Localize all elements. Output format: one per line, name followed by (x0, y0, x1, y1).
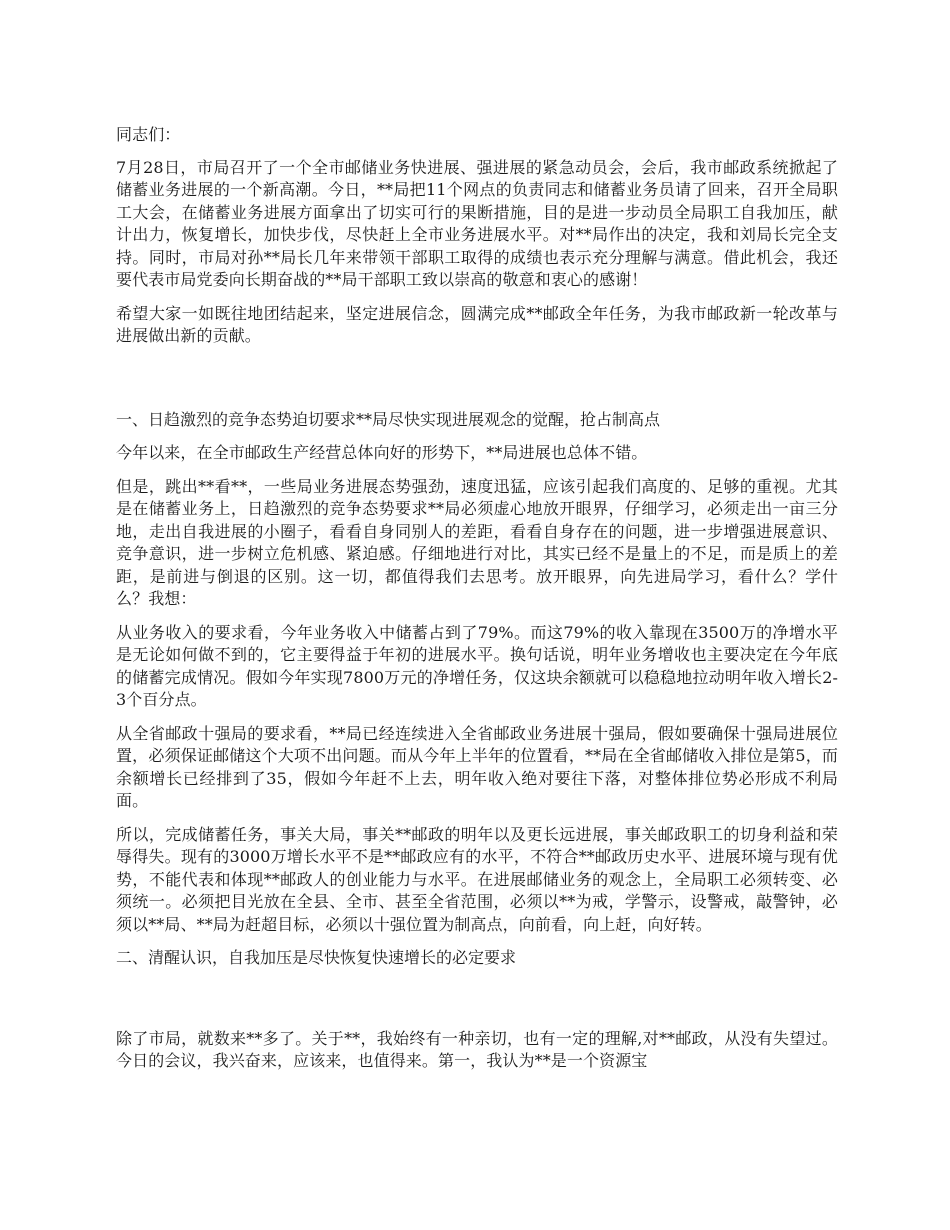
body-paragraph: 所以，完成储蓄任务，事关大局，事关**邮政的明年以及更长远进展，事关邮政职工的切身利益和荣辱得失。现有的3000万增长水平不是**邮政应有的水平，不符合**邮政历史水平、进展环境与现有优势，不能代表和体现**邮政人的创业能力与水平。在进展邮储业务的观念上，全局职工必须转变、必须统一。必须把目光放在全县、全市、甚至全省范围，必须以**为戒，学警示，设警戒，敲警钟，必须以**局、**局为赶超目标，必须以十强位置为制高点，向前看，向上赶，向好转。 (116, 824, 838, 934)
section-heading-1: 一、日趋激烈的竞争态势迫切要求**局尽快实现进展观念的觉醒，抢占制高点 (116, 409, 661, 429)
intro-paragraph: 7月28日，市局召开了一个全市邮储业务快进展、强进展的紧急动员会，会后，我市邮政系统掀起了储蓄业务进展的一个新高潮。今日，**局把11个网点的负责同志和储蓄业务员请了回来，召开全局职工大会，在储蓄业务进展方面拿出了切实可行的果断措施，目的是进一步动员全局职工自我加压，献计出力，恢复增长，加快步伐，尽快赶上全市业务进展水平。对**局作出的决定，我和刘局长完全支持。同时，市局对孙**局长几年来带领干部职工取得的成绩也表示充分理解与满意。借此机会，我还要代表市局党委向长期奋战的**局干部职工致以崇高的敬意和衷心的感谢！ (116, 157, 838, 289)
section-spacer (116, 359, 838, 409)
body-paragraph: 但是，跳出**看**，一些局业务进展态势强劲，速度迅猛，应该引起我们高度的、足够的重视。尤其是在储蓄业务上，日趋激烈的竞争态势要求**局必须虚心地放开眼界，仔细学习，必须走出一亩三分地，走出自我进展的小圈子，看看自身同别人的差距，看看自身存在的问题，进一步增强进展意识、竞争意识，进一步树立危机感、紧迫感。仔细地进行对比，其实已经不是量上的不足，而是质上的差距，是前进与倒退的区别。这一切，都值得我们去思考。放开眼界，向先进局学习，看什么？学什么？我想： (116, 476, 838, 608)
body-paragraph: 今年以来，在全市邮政生产经营总体向好的形势下，**局进展也总体不错。 (116, 443, 648, 462)
section-heading-2: 二、清醒认识，自我加压是尽快恢复快速增长的必定要求 (116, 948, 517, 967)
salutation: 同志们： (116, 125, 181, 144)
body-paragraph: 除了市局，就数来**多了。关于**，我始终有一种亲切，也有一定的理解,对**邮政，从没有失望过。今日的会议，我兴奋来，应该来，也值得来。第一，我认为**是一个资源宝 (116, 1028, 838, 1070)
body-paragraph: 从业务收入的要求看，今年业务收入中储蓄占到了79%。而这79%的收入靠现在3500万的净增水平是无论如何做不到的，它主要得益于年初的进展水平。换句话说，明年业务增收也主要决定在今年底的储蓄完成情况。假如今年实现7800万元的净增任务，仅这块余额就可以稳稳地拉动明年收入增长2-3个百分点。 (116, 622, 838, 709)
document-body (116, 124, 838, 1084)
intro-paragraph: 希望大家一如既往地团结起来，坚定进展信念，圆满完成**邮政全年任务，为我市邮政新一轮改革与进展做出新的贡献。 (116, 303, 838, 345)
section-spacer (116, 981, 838, 1028)
body-paragraph: 从全省邮政十强局的要求看，**局已经连续进入全省邮政业务进展十强局，假如要确保十强局进展位置，必须保证邮储这个大项不出问题。而从今年上半年的位置看，**局在全省邮储收入排位是第5，而余额增长已经排到了35，假如今年赶不上去，明年收入绝对要往下落，对整体排位势必形成不利局面。 (116, 723, 838, 810)
